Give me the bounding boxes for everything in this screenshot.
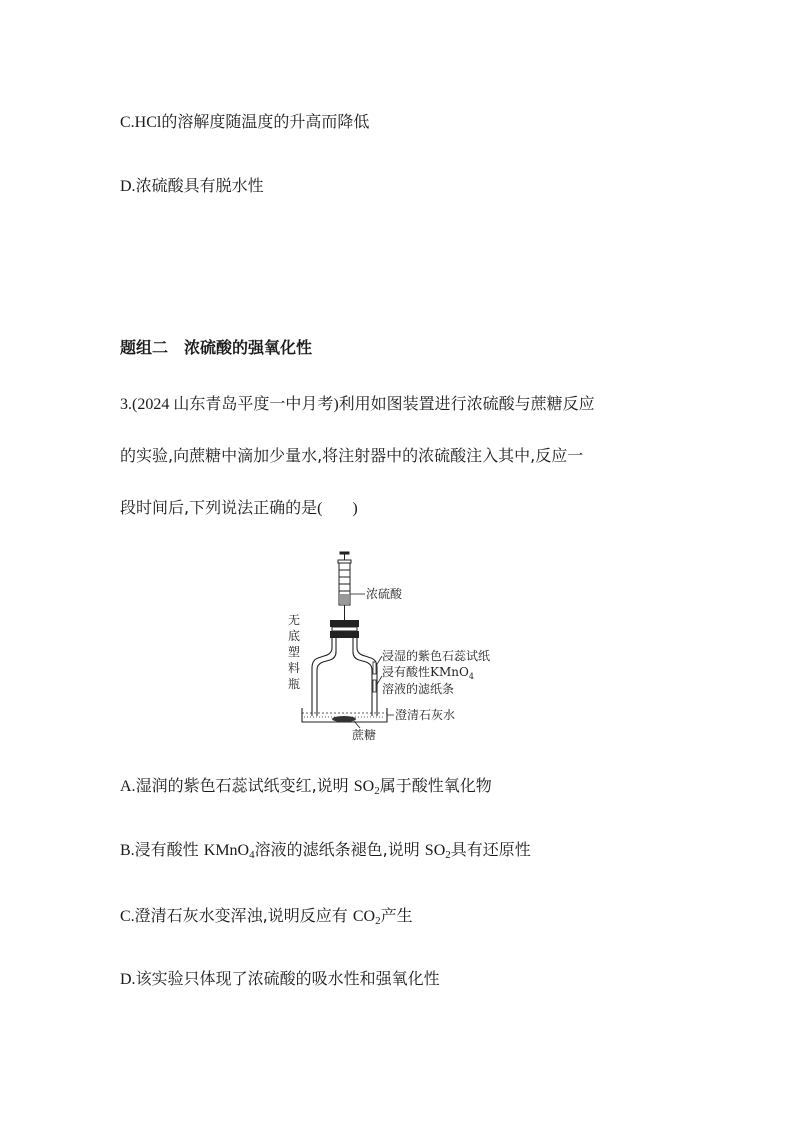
option-b-formula-2 — [425, 842, 451, 859]
label-bottle-char-2: 底 — [288, 629, 301, 643]
option-b-formula-1-main: KMnO — [203, 842, 250, 859]
option-c-text-1: 澄清石灰水变浑浊,说明反应有 — [134, 906, 353, 925]
apparatus-diagram — [270, 548, 500, 748]
stopper — [330, 620, 359, 638]
option-c-prev-formula: HCl — [134, 114, 162, 131]
option-c-prev-letter: C. — [120, 114, 135, 131]
option-c-letter: C. — [120, 908, 135, 925]
option-a-letter: A. — [120, 778, 136, 795]
option-a-formula-sub: 2 — [374, 785, 380, 797]
option-a-formula-main: SO — [353, 778, 375, 795]
label-bottle-char-3: 塑 — [288, 645, 301, 659]
option-a — [120, 776, 492, 797]
label-kmno4 — [382, 664, 474, 681]
question-number: 3. — [120, 396, 132, 413]
option-b-text-1: 浸有酸性 — [134, 840, 204, 859]
option-a-text-2: 属于酸性氧化物 — [379, 776, 492, 795]
option-c-formula-sub: 2 — [375, 915, 381, 927]
option-d-letter: D. — [120, 971, 136, 988]
question-source: 山东青岛平度一中月考 — [173, 394, 334, 413]
answer-paren-open: ( — [317, 500, 323, 517]
label-bottle-char-4: 料 — [288, 661, 301, 675]
option-b-text-2: 溶液的滤纸条褪色,说明 — [254, 840, 425, 859]
option-b-text-3: 具有还原性 — [450, 840, 531, 859]
question-line-3 — [120, 498, 358, 519]
label-kmno4-solution: 溶液的滤纸条 — [382, 682, 455, 696]
label-limewater: 澄清石灰水 — [395, 708, 456, 722]
option-c-prev-text: 的溶解度随温度的升高而降低 — [161, 112, 370, 131]
sugar-pile — [332, 716, 356, 722]
label-kmno4-pre: 浸有酸性KMnO — [382, 665, 469, 679]
label-conc-acid: 浓硫酸 — [366, 587, 403, 601]
option-b-letter: B. — [120, 842, 135, 859]
option-d — [120, 969, 440, 990]
option-c-text-2: 产生 — [380, 906, 413, 925]
option-b-formula-2-sub: 2 — [445, 849, 451, 861]
option-c-prev — [120, 112, 369, 133]
question-line-3-text: 段时间后,下列说法正确的是 — [120, 498, 318, 517]
question-line-1-text: 利用如图装置进行浓硫酸与蔗糖反应 — [338, 394, 595, 413]
label-kmno4-sub: 4 — [468, 672, 474, 681]
label-bottle-char-5: 瓶 — [288, 677, 301, 691]
label-bottle-char-1: 无 — [288, 613, 301, 627]
option-b-formula-1-sub: 4 — [249, 849, 255, 861]
question-source-open: (2024 — [132, 396, 174, 413]
paper-strips — [373, 662, 376, 692]
label-litmus: 浸湿的紫色石蕊试纸 — [382, 649, 491, 663]
option-b-formula-1 — [204, 842, 255, 859]
option-a-text-1: 湿润的紫色石蕊试纸变红,说明 — [135, 776, 354, 795]
question-line-1 — [120, 394, 595, 415]
option-c-formula-main: CO — [352, 908, 376, 925]
option-d-prev-text: 浓硫酸具有脱水性 — [135, 176, 264, 195]
option-d-prev-letter: D. — [120, 178, 136, 195]
label-sugar: 蔗糖 — [352, 728, 377, 742]
syringe — [338, 552, 351, 620]
option-a-formula — [354, 778, 380, 795]
question-line-2: 的实验,向蔗糖中滴加少量水,将注射器中的浓硫酸注入其中,反应一 — [120, 446, 584, 465]
option-b-formula-2-main: SO — [424, 842, 446, 859]
option-c — [120, 906, 413, 927]
answer-paren-close: ) — [352, 500, 358, 517]
plastic-bottle — [312, 638, 377, 716]
option-d-text-1: 该实验只体现了浓硫酸的吸水性和强氧化性 — [135, 969, 440, 988]
section-heading: 题组二 浓硫酸的强氧化性 — [120, 338, 313, 357]
question-source-close: ) — [333, 396, 339, 413]
option-b — [120, 840, 531, 861]
option-d-prev — [120, 176, 264, 197]
option-c-formula — [353, 908, 381, 925]
